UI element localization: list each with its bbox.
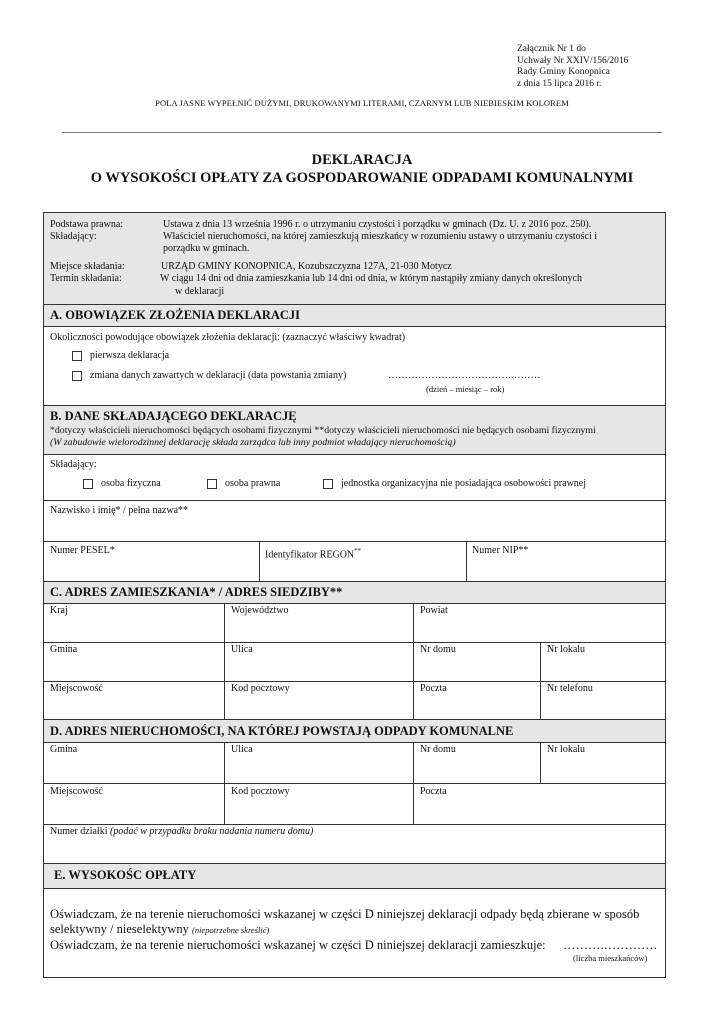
submitter-value: Właściciel nieruchomości, na której zamieszkują mieszkańcy w rozumieniu ustawy o utrzymaniu czystości i (163, 231, 598, 242)
collection-statement: Oświadczam, że na terenie nieruchomości wskazanej w części D niniejszej deklaracji odpady będą zbierane w sposób (50, 907, 640, 921)
county-field[interactable]: Powiat (420, 605, 448, 616)
house-number-field[interactable]: Nr domu (420, 644, 456, 655)
property-flat-number-field[interactable]: Nr lokalu (547, 744, 586, 755)
section-c-title: C. ADRES ZAMIESZKANIA* / ADRES SIEDZIBY** (50, 585, 343, 599)
option-label: pierwsza deklaracja (90, 350, 170, 361)
submitter-label: Składający: (50, 231, 97, 242)
checkbox[interactable] (72, 371, 82, 381)
residents-hint: (liczba mieszkańców) (573, 953, 648, 963)
option-data-change[interactable] (72, 370, 346, 382)
plot-hint: (podać w przypadku braku nadania numeru domu) (109, 826, 314, 837)
type-label: jednostka organizacyjna nie posiadająca osobowości prawnej (341, 478, 587, 489)
pesel-field[interactable]: Numer PESEL* (50, 545, 115, 556)
property-house-number-field[interactable]: Nr domu (420, 744, 456, 755)
section-a-title: A. OBOWIĄZEK ZŁOŻENIA DEKLARACJI (50, 308, 301, 322)
plot-number-field[interactable] (50, 826, 313, 838)
phone-field[interactable]: Nr telefonu (547, 683, 593, 694)
property-street-field[interactable]: Ulica (231, 744, 253, 755)
fill-instruction: POLA JASNE WYPEŁNIĆ DUŻYMI, DRUKOWANYMI LITERAMI, CZARNYM LUB NIEBIESKIM KOLOREM (155, 98, 569, 108)
place-value: URZĄD GMINY KONOPNICA, Kozubszczyzna 127A, 21-030 Motycz (161, 261, 452, 272)
circumstances-intro: Okoliczności powodujące obowiązek złożenia deklaracji: (zaznaczyć właściwy kwadrat) (50, 332, 406, 343)
property-locality-field[interactable]: Miejscowość (50, 786, 103, 797)
legal-basis-label: Podstawa prawna: (50, 219, 124, 230)
attachment-note (517, 44, 628, 90)
postal-code-field[interactable]: Kod pocztowy (231, 683, 290, 694)
post-office-field[interactable]: Poczta (420, 683, 447, 694)
property-commune-field[interactable]: Gmina (50, 744, 78, 755)
attachment-line: Rady Gminy Konopnica (517, 67, 610, 77)
deadline-value: W ciągu 14 dni od dnia zamieszkania lub 14 dni od dnia, w którym nastąpiły zmiany danych określonych (160, 273, 582, 284)
submitter-type-label: Składający: (50, 459, 97, 470)
attachment-line: Uchwały Nr XXIV/156/2016 (517, 55, 629, 66)
regon-sup: ** (354, 547, 362, 555)
option-first-declaration[interactable] (72, 350, 169, 362)
flat-number-field[interactable]: Nr lokalu (547, 644, 586, 655)
commune-field[interactable]: Gmina (50, 644, 78, 655)
type-legal-person[interactable] (207, 478, 280, 490)
section-d-title: D. ADRES NIERUCHOMOŚCI, NA KTÓREJ POWSTAJĄ ODPADY KOMUNALNE (50, 724, 514, 738)
collection-mode-options: selektywny / nieselektywny (50, 922, 189, 936)
date-format-hint: (dzień – miesiąc – rok) (426, 384, 505, 394)
option-label: zmiana danych zawartych w deklaracji (data powstania zmiany) (90, 370, 347, 381)
nip-field[interactable]: Numer NIP** (472, 545, 529, 556)
divider (62, 132, 662, 133)
residents-statement: Oświadczam, że na terenie nieruchomości wskazanej w części D niniejszej deklaracji zamieszkuje: (50, 938, 546, 952)
legal-basis-value: Ustawa z dnia 13 września 1996 r. o utrzymaniu czystości i porządku w gminach (Dz. U. z 2016 poz. 250). (163, 219, 592, 230)
collection-mode[interactable] (50, 922, 269, 938)
property-post-office-field[interactable]: Poczta (420, 786, 447, 797)
regon-field[interactable] (265, 545, 361, 561)
place-label: Miejsce składania: (50, 261, 125, 272)
deadline-value-cont: w deklaracji (175, 286, 225, 297)
regon-label: Identyfikator REGON (265, 549, 355, 561)
deadline-label: Termin składania: (50, 273, 122, 284)
change-date-field[interactable]: ……………………………….……… (388, 370, 541, 381)
checkbox[interactable] (207, 479, 217, 489)
section-b-note: *dotyczy właścicieli nieruchomości będących osobami fizycznymi **dotyczy właścicieli nieruchomości nie będących osobami fizycznymi (50, 425, 596, 436)
name-field[interactable]: Nazwisko i imię* / pełna nazwa** (50, 505, 189, 516)
checkbox[interactable] (83, 479, 93, 489)
street-field[interactable]: Ulica (231, 644, 253, 655)
voivodeship-field[interactable]: Województwo (231, 605, 289, 616)
document-title: DEKLARACJA (311, 152, 413, 168)
type-natural-person[interactable] (83, 478, 161, 490)
section-b-title: B. DANE SKŁADAJĄCEGO DEKLARACJĘ (50, 409, 297, 423)
attachment-line: z dnia 15 lipca 2016 r. (517, 78, 602, 89)
country-field[interactable]: Kraj (50, 605, 68, 616)
attachment-line: Załącznik Nr 1 do (517, 44, 586, 54)
property-postal-code-field[interactable]: Kod pocztowy (231, 786, 290, 797)
type-label: osoba prawna (225, 478, 281, 489)
document-subtitle: O WYSOKOŚCI OPŁATY ZA GOSPODAROWANIE ODPADAMI KOMUNALNYMI (90, 170, 634, 186)
section-e-title: E. WYSOKOŚC OPŁATY (54, 868, 197, 882)
checkbox[interactable] (323, 479, 333, 489)
collection-mode-hint: (niepotrzebne skreślić) (192, 925, 270, 935)
locality-field[interactable]: Miejscowość (50, 683, 103, 694)
section-b-note-italic: (W zabudowie wielorodzinnej deklarację składa zarządca lub inny podmiot władający nieruchomością) (50, 437, 456, 448)
type-organizational-unit[interactable] (323, 478, 586, 490)
checkbox[interactable] (72, 351, 82, 361)
type-label: osoba fizyczna (101, 478, 161, 489)
residents-count-field[interactable]: ……….…………. (563, 938, 657, 952)
plot-label: Numer działki (50, 826, 108, 837)
submitter-value-cont: porządku w gminach. (163, 243, 250, 254)
